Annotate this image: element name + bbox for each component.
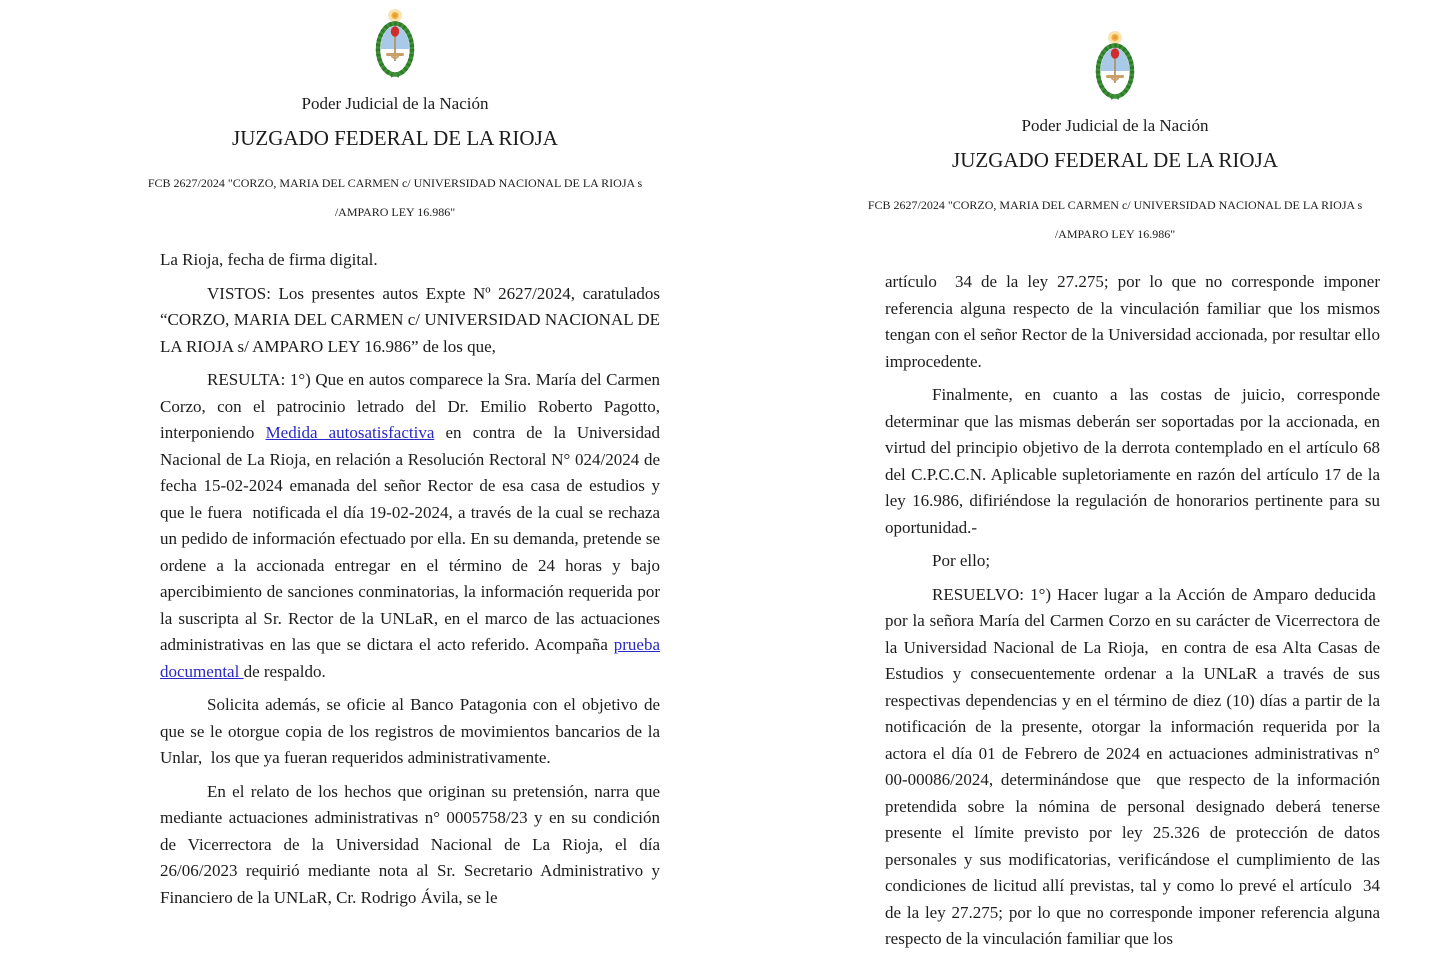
- case-caption-line2: /AMPARO LEY 16.986": [1054, 227, 1176, 241]
- page-body: [160, 247, 660, 911]
- text-run: Solicita además, se oficie al Banco Patagonia con el objetivo de que se le otorgue copia de los registros de movimientos bancarios de la Unlar, los que ya fueran requeridos administrativamente.: [160, 695, 660, 767]
- text-run: RESULTA: 1°) Que en autos comparece la Sra. María del Carmen Corzo, con el patrocinio letrado del Dr. Emilio Roberto Pagotto, interponiendo: [160, 370, 660, 442]
- text-run: de respaldo.: [243, 661, 326, 681]
- paragraph: [160, 247, 660, 274]
- paragraph: [885, 382, 1380, 541]
- paragraph: [160, 779, 660, 912]
- text-run: Por ello;: [932, 551, 991, 570]
- document-page-1: [88, 0, 702, 918]
- case-caption-line1: FCB 2627/2024 "CORZO, MARIA DEL CARMEN c/ UNIVERSIDAD NACIONAL DE LA RIOJA s: [867, 198, 1363, 212]
- paragraph: [885, 582, 1380, 953]
- document-attachment-link[interactable]: prueba documental: [160, 635, 660, 681]
- court-name: JUZGADO FEDERAL DE LA RIOJA: [952, 148, 1278, 172]
- institution-name: Poder Judicial de la Nación: [1021, 116, 1209, 135]
- argentina-coat-of-arms-icon: [1093, 30, 1137, 100]
- paragraph: [160, 692, 660, 772]
- text-run: Finalmente, en cuanto a las costas de juicio, corresponde determinar que las mismas deberán ser soportadas por la accionada, en virtud del principio objetivo de la derrota contemplado en el artículo 68 del C.P.C.C.N. Aplicable supletoriamente en razón del artículo 17 de la ley 16.986, difiriéndose la regulación de honorarios pertinente para su oportunidad.-: [885, 385, 1380, 537]
- text-run: En el relato de los hechos que originan su pretensión, narra que mediante actuaciones administrativas n° 0005758/23 y en su condición de Vicerrectora de la Universidad Nacional de La Rioja, el día 26/06/2023 requirió mediante nota al Sr. Secretario Administrativo y Financiero de la UNLaR, Cr. Rodrigo Ávila, se le: [160, 781, 660, 907]
- paragraph: [160, 367, 660, 685]
- paragraph: [885, 269, 1380, 375]
- text-run: RESUELVO: 1°) Hacer lugar a la Acción de Amparo deducida por la señora María del Carmen Corzo en su carácter de Vicerrectora de la Universidad Nacional de La Rioja, en contra de esa Alta Casas de Estudios y consecuentemente ordenar a la UNLaR a través de sus respectivas dependencias y en el término de diez (10) días a partir de la notificación de la presente, otorgar la información requerida por la actora el día 01 de Febrero de 2024 en actuaciones administrativas n° 00-00086/2024, determinándose que que respecto de la información pretendida sobre la nómina de personal designado deberá tenerse presente el límite previsto por ley 25.326 de protección de datos personales y sus modificatorias, verificándose el cumplimiento de las condiciones de licitud allí previstas, tal y como lo prevé el artículo 34 de la ley 27.275; por lo que no corresponde imponer referencia alguna respecto de la vinculación familiar que los: [885, 584, 1380, 948]
- text-run: La Rioja, fecha de firma digital.: [160, 250, 378, 269]
- page-body: [885, 269, 1380, 953]
- text-run: VISTOS: Los presentes autos Expte Nº 2627/2024, caratulados “CORZO, MARIA DEL CARMEN c/ UNIVERSIDAD NACIONAL DE LA RIOJA s/ AMPARO LEY 16.986” de los que,: [160, 283, 660, 356]
- court-name: JUZGADO FEDERAL DE LA RIOJA: [232, 126, 558, 150]
- document-attachment-link[interactable]: Medida autosatisfactiva: [265, 423, 435, 442]
- case-caption-line2: /AMPARO LEY 16.986": [334, 205, 456, 219]
- document-page-2: [808, 22, 1422, 960]
- text-run: en contra de la Universidad Nacional de La Rioja, en relación a Resolución Rectoral N° 024/2024 de fecha 15-02-2024 emanada del señor Rector de esa casa de estudios y que le fuera notificada el día 19-02-2024, a través de la cual se rechaza un pedido de información efectuado por ella. En su demanda, pretende se ordene a la accionada entregar en el término de 24 horas y bajo apercibimiento de sanciones conminatorias, la información requerida por la suscripta al Sr. Rector de la UNLaR, en el marco de las actuaciones administrativas en las que se dictara el acto referido. Acompaña: [160, 423, 660, 654]
- paragraph: [160, 281, 660, 361]
- paragraph: [885, 548, 1380, 575]
- argentina-coat-of-arms-icon: [373, 8, 417, 78]
- institution-name: Poder Judicial de la Nación: [301, 94, 489, 113]
- case-caption-line1: FCB 2627/2024 "CORZO, MARIA DEL CARMEN c/ UNIVERSIDAD NACIONAL DE LA RIOJA s: [147, 176, 643, 190]
- text-run: artículo 34 de la ley 27.275; por lo que no corresponde imponer referencia alguna respecto de la vinculación familiar que los mismos tengan con el señor Rector de la Universidad accionada, por resultar ello improcedente.: [885, 272, 1380, 371]
